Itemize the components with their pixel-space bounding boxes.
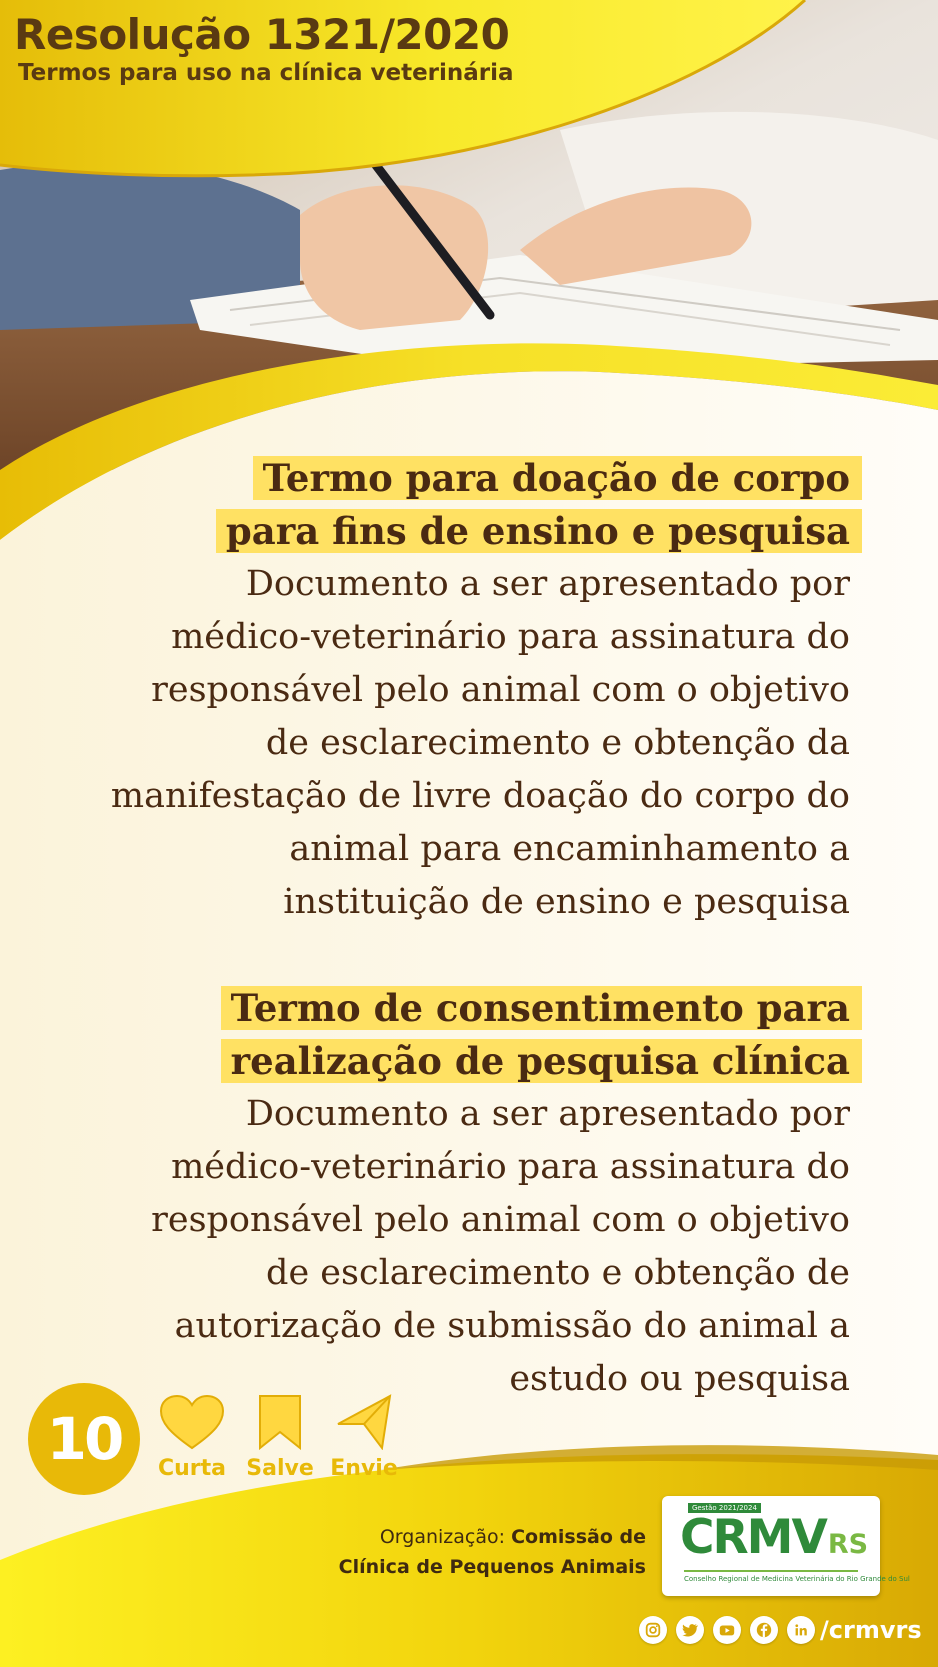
term-title-line: Termo para doação de corpo — [50, 452, 850, 505]
send-label: Envie — [330, 1456, 398, 1481]
page-number-badge: 10 — [28, 1383, 140, 1495]
term-body-line: estudo ou pesquisa — [509, 1359, 850, 1399]
term-description — [50, 1088, 850, 1406]
term-body-line: responsável pelo animal com o objetivo — [151, 670, 850, 710]
logo-wordmark: CRMVRS — [680, 1510, 869, 1565]
page-title: Resolução 1321/2020 — [14, 10, 510, 59]
term-body-line: manifestação de livre doação do corpo do — [110, 776, 850, 816]
linkedin-icon[interactable] — [787, 1616, 815, 1644]
twitter-icon[interactable] — [676, 1616, 704, 1644]
term-body-line: Documento a ser apresentado por — [245, 564, 850, 604]
send-button[interactable] — [324, 1394, 404, 1481]
social-handle[interactable]: /crmvrs — [820, 1616, 922, 1644]
bookmark-icon — [257, 1394, 303, 1450]
org-prefix: Organização: — [379, 1526, 506, 1548]
term-body-line: de esclarecimento e obtenção de — [266, 1253, 850, 1293]
term-title-line: realização de pesquisa clínica — [50, 1035, 850, 1088]
like-button[interactable] — [152, 1394, 232, 1481]
logo-tagline: Conselho Regional de Medicina Veterinária do Rio Grande do Sul — [684, 1575, 910, 1583]
term-body-line: médico-veterinário para assinatura do — [171, 617, 850, 657]
term-body-line: de esclarecimento e obtenção da — [265, 723, 850, 763]
term-body-line: instituição de ensino e pesquisa — [283, 882, 850, 922]
crmvrs-logo — [662, 1496, 910, 1596]
org-name-line1: Comissão de — [511, 1526, 646, 1548]
send-icon — [336, 1394, 392, 1450]
page-subtitle: Termos para uso na clínica veterinária — [18, 60, 514, 86]
term-body-line: animal para encaminhamento a — [289, 829, 850, 869]
term-body-line: responsável pelo animal com o objetivo — [151, 1200, 850, 1240]
logo-badge: Gestão 2021/2024 — [688, 1503, 761, 1513]
instagram-icon[interactable] — [639, 1616, 667, 1644]
term-section-donation — [50, 452, 850, 929]
term-body-line: Documento a ser apresentado por — [245, 1094, 850, 1134]
term-description — [50, 558, 850, 929]
org-name-line2: Clínica de Pequenos Animais — [338, 1556, 646, 1578]
term-title-line: para fins de ensino e pesquisa — [50, 505, 850, 558]
logo-divider — [684, 1570, 858, 1572]
term-body-line: médico-veterinário para assinatura do — [171, 1147, 850, 1187]
term-body-line: autorização de submissão do animal a — [174, 1306, 850, 1346]
social-links — [639, 1613, 922, 1647]
organization-credit — [339, 1522, 646, 1582]
facebook-icon[interactable] — [750, 1616, 778, 1644]
like-label: Curta — [157, 1456, 227, 1481]
term-title-line: Termo de consentimento para — [50, 982, 850, 1035]
save-label: Salve — [246, 1456, 314, 1481]
youtube-icon[interactable] — [713, 1616, 741, 1644]
save-button[interactable] — [240, 1394, 320, 1481]
term-section-research-consent — [50, 982, 850, 1406]
heart-icon — [159, 1394, 225, 1450]
